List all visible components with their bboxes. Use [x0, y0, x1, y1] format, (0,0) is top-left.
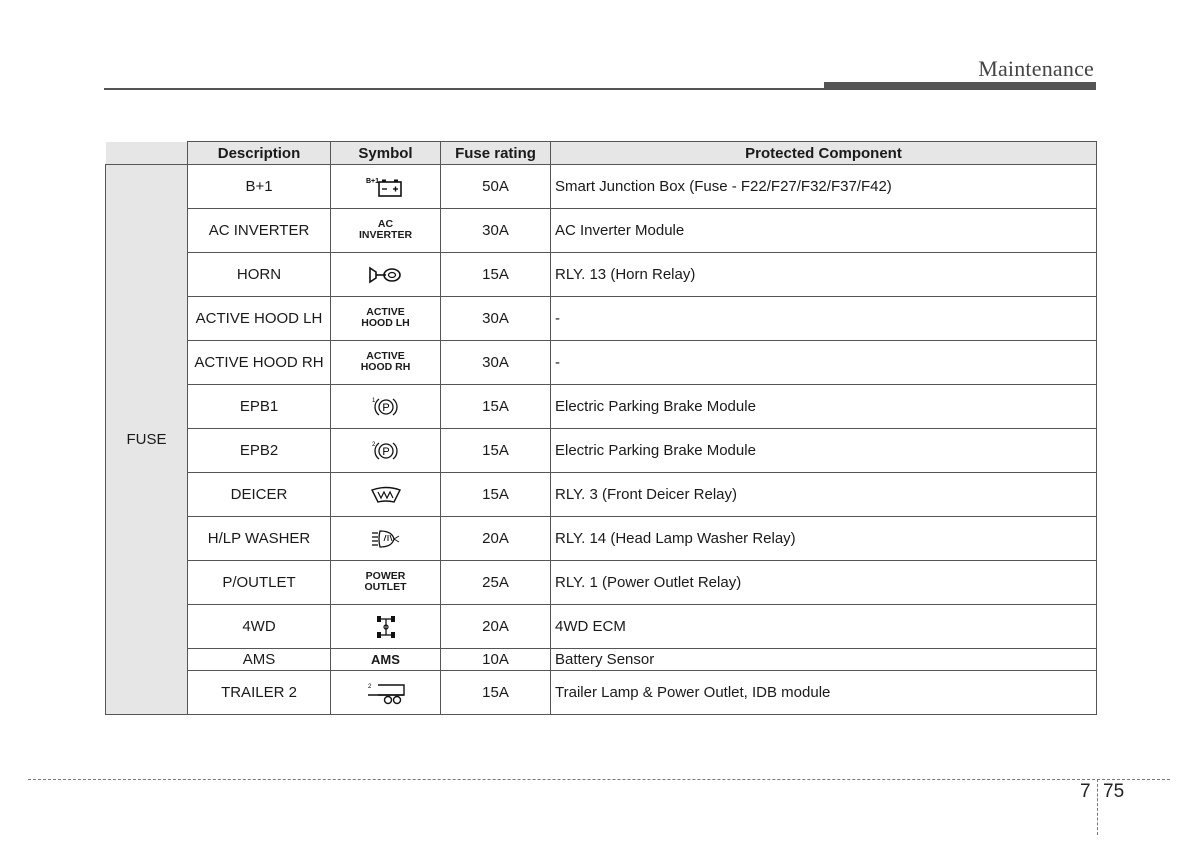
symbol-cell [331, 517, 441, 561]
symbol-cell [331, 297, 441, 341]
description-cell: EPB2 [188, 429, 331, 473]
parking-brake-icon [368, 395, 404, 419]
rating-cell: 15A [441, 429, 551, 473]
description-cell: TRAILER 2 [188, 671, 331, 715]
symbol-text [361, 351, 411, 373]
component-cell: AC Inverter Module [551, 209, 1097, 253]
symbol-cell [331, 341, 441, 385]
symbol-cell [331, 473, 441, 517]
symbol-text: AMS [371, 652, 400, 667]
rating-cell: 20A [441, 605, 551, 649]
horn-icon [366, 263, 406, 287]
description-cell: ACTIVE HOOD RH [188, 341, 331, 385]
symbol-line-2: INVERTER [358, 229, 413, 241]
fuse-table [105, 141, 1097, 715]
component-cell: Electric Parking Brake Module [551, 429, 1097, 473]
symbol-cell [331, 385, 441, 429]
symbol-text [365, 571, 407, 593]
footer-vertical-dashed-rule [1097, 779, 1098, 835]
table-row [106, 165, 1097, 209]
symbol-line-2: HOOD RH [360, 361, 411, 373]
component-cell: Smart Junction Box (Fuse - F22/F27/F32/F37/F42) [551, 165, 1097, 209]
column-header-fuse-rating: Fuse rating [441, 142, 551, 165]
symbol-line-1: POWER [365, 570, 406, 582]
table-row [106, 649, 1097, 671]
description-cell: EPB1 [188, 385, 331, 429]
table-row [106, 671, 1097, 715]
symbol-line-1: AC [377, 218, 394, 230]
component-cell: RLY. 14 (Head Lamp Washer Relay) [551, 517, 1097, 561]
header-rule-thin [104, 88, 824, 90]
rating-cell: 15A [441, 385, 551, 429]
chapter-number: 7 [1080, 781, 1091, 802]
symbol-line-2: HOOD LH [361, 317, 410, 329]
description-cell: ACTIVE HOOD LH [188, 297, 331, 341]
symbol-line-1: ACTIVE [366, 350, 405, 362]
component-cell: RLY. 13 (Horn Relay) [551, 253, 1097, 297]
component-cell: - [551, 341, 1097, 385]
column-header-protected-component: Protected Component [551, 142, 1097, 165]
component-cell: - [551, 297, 1097, 341]
rating-cell: 10A [441, 649, 551, 671]
component-cell: Electric Parking Brake Module [551, 385, 1097, 429]
symbol-cell [331, 649, 441, 671]
trailer-icon [364, 681, 408, 705]
component-cell: RLY. 3 (Front Deicer Relay) [551, 473, 1097, 517]
rating-cell: 30A [441, 297, 551, 341]
battery-icon [361, 175, 411, 199]
header-blank-cell [106, 142, 188, 165]
table-row [106, 253, 1097, 297]
table-row [106, 341, 1097, 385]
symbol-cell [331, 165, 441, 209]
symbol-cell [331, 253, 441, 297]
table-row [106, 297, 1097, 341]
epb-letter: P [381, 445, 390, 458]
page-header-title: Maintenance [978, 56, 1094, 81]
parking-brake-icon [368, 439, 404, 463]
description-cell: 4WD [188, 605, 331, 649]
column-header-description: Description [188, 142, 331, 165]
symbol-cell [331, 561, 441, 605]
symbol-text [359, 219, 412, 241]
table-row [106, 473, 1097, 517]
epb-sup: 1 [371, 397, 375, 404]
deicer-icon [368, 483, 404, 507]
rating-cell: 15A [441, 671, 551, 715]
component-cell: RLY. 1 (Power Outlet Relay) [551, 561, 1097, 605]
description-cell: B+1 [188, 165, 331, 209]
description-cell: DEICER [188, 473, 331, 517]
symbol-cell [331, 605, 441, 649]
battery-symbol-label: B+1 [365, 177, 379, 185]
component-cell: Trailer Lamp & Power Outlet, IDB module [551, 671, 1097, 715]
description-cell: AC INVERTER [188, 209, 331, 253]
rating-cell: 30A [441, 341, 551, 385]
rating-cell: 15A [441, 473, 551, 517]
rating-cell: 25A [441, 561, 551, 605]
symbol-cell [331, 429, 441, 473]
4wd-icon [371, 614, 401, 640]
rating-cell: 20A [441, 517, 551, 561]
symbol-cell [331, 209, 441, 253]
symbol-cell [331, 671, 441, 715]
description-cell: HORN [188, 253, 331, 297]
description-cell: AMS [188, 649, 331, 671]
headlamp-washer-icon [368, 527, 404, 551]
page-number: 75 [1103, 781, 1125, 802]
symbol-line-2: OUTLET [364, 581, 407, 593]
table-row [106, 561, 1097, 605]
table-header-row [106, 142, 1097, 165]
table-row [106, 385, 1097, 429]
header-rule-thick [824, 82, 1096, 90]
epb-letter: P [381, 401, 390, 414]
table-row [106, 517, 1097, 561]
footer-dashed-rule [28, 779, 1170, 780]
description-cell: P/OUTLET [188, 561, 331, 605]
component-cell: Battery Sensor [551, 649, 1097, 671]
table-row [106, 209, 1097, 253]
symbol-line-1: ACTIVE [366, 306, 405, 318]
table-row [106, 429, 1097, 473]
rating-cell: 30A [441, 209, 551, 253]
description-cell: H/LP WASHER [188, 517, 331, 561]
trailer-sup: 2 [367, 683, 371, 690]
component-cell: 4WD ECM [551, 605, 1097, 649]
epb-sup: 2 [371, 441, 375, 448]
symbol-text [361, 307, 409, 329]
column-header-symbol: Symbol [331, 142, 441, 165]
rating-cell: 50A [441, 165, 551, 209]
rating-cell: 15A [441, 253, 551, 297]
category-cell-fuse: FUSE [106, 165, 188, 715]
table-row [106, 605, 1097, 649]
